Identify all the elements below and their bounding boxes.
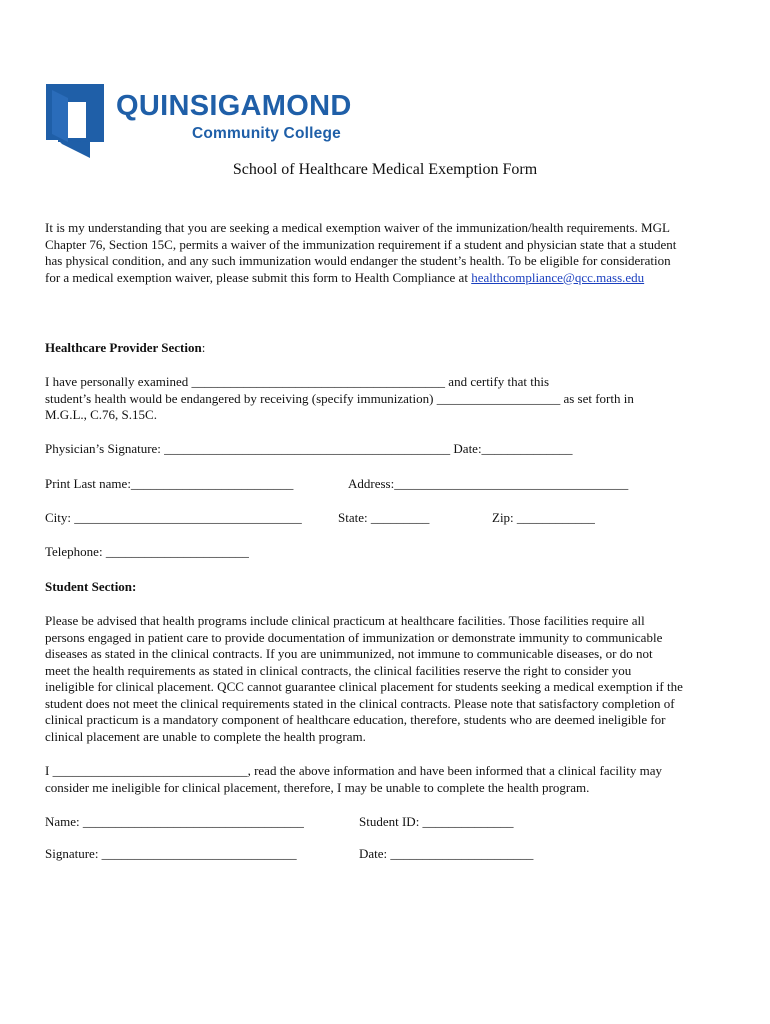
intro-line-4 xyxy=(45,270,644,287)
intro-line-4-text: for a medical exemption waiver, please submit this form to Health Compliance at xyxy=(45,269,472,285)
student-paragraph-line-3: diseases as stated in the clinical contracts. If you are unimmunized, not immune to communicable diseases, or do not xyxy=(45,646,653,661)
college-subtitle: Community College xyxy=(192,125,341,142)
page-title: School of Healthcare Medical Exemption Form xyxy=(232,161,538,178)
last-name-field[interactable]: Print Last name:_________________________ xyxy=(45,476,294,491)
examined-line-3: M.G.L., C.76, S.15C. xyxy=(45,407,157,422)
student-date-field[interactable]: Date: ______________________ xyxy=(359,846,534,861)
physician-signature-field[interactable]: Physician’s Signature: ____________________________________________ Date:______________ xyxy=(45,441,573,456)
student-paragraph-line-8: clinical placement are unable to complete the health program. xyxy=(45,728,366,744)
qcc-logo-icon xyxy=(46,80,106,160)
state-field[interactable]: State: _________ xyxy=(338,510,430,525)
student-paragraph-line-4: meet the health requirements as stated in clinical contracts, the clinical facilities reserve the right to consider you xyxy=(45,662,632,678)
email-link[interactable]: healthcompliance@qcc.mass.edu xyxy=(471,269,645,285)
student-section-heading: Student Section: xyxy=(45,579,137,594)
college-name: QUINSIGAMOND xyxy=(116,90,352,122)
examined-line-2[interactable]: student’s health would be endangered by receiving (specify immunization) ___________________ as set forth in xyxy=(45,390,634,406)
student-paragraph-line-1: Please be advised that health programs include clinical practicum at healthcare facilities. Those facilities require all xyxy=(45,613,645,628)
provider-heading-text: Healthcare Provider Section xyxy=(45,340,202,355)
provider-heading-colon: : xyxy=(201,340,206,355)
provider-section-heading xyxy=(45,340,205,357)
acknowledgement-line-1[interactable]: I ______________________________, read the above information and have been informed that a clinical facility may xyxy=(45,763,662,778)
intro-line-1: It is my understanding that you are seeking a medical exemption waiver of the immunization/health requirements. MGL xyxy=(45,220,670,235)
student-paragraph-line-6: student does not meet the clinical requirements stated in the clinical contracts. Please note that satisfactory completion of xyxy=(45,695,675,711)
intro-line-3: has physical condition, and any such immunization would endanger the student’s health. To be eligible for consideration xyxy=(45,253,671,268)
student-paragraph-line-7: clinical practicum is a mandatory component of healthcare education, therefore, students who are deemed ineligible for xyxy=(45,712,666,727)
student-id-field[interactable]: Student ID: ______________ xyxy=(359,814,514,829)
address-field[interactable]: Address:____________________________________ xyxy=(348,476,629,491)
student-name-field[interactable]: Name: __________________________________ xyxy=(45,814,304,829)
intro-line-2: Chapter 76, Section 15C, permits a waiver of the immunization requirement if a student and physician state that a student xyxy=(45,236,677,252)
zip-field[interactable]: Zip: ____________ xyxy=(492,510,595,525)
telephone-field[interactable]: Telephone: ______________________ xyxy=(45,544,249,559)
city-field[interactable]: City: ___________________________________ xyxy=(45,510,302,525)
acknowledgement-line-2: consider me ineligible for clinical placement, therefore, I may be unable to complete the health program. xyxy=(45,779,590,795)
college-logo xyxy=(46,80,376,160)
student-paragraph-line-2: persons engaged in patient care to provide documentation of immunization or demonstrate immunity to communicable xyxy=(45,629,663,645)
examined-line-1[interactable]: I have personally examined _______________________________________ and certify that this xyxy=(45,374,550,389)
student-paragraph-line-5: ineligible for clinical placement. QCC cannot guarantee clinical placement for students seeking a medical exemption if the xyxy=(45,679,683,694)
student-signature-field[interactable]: Signature: ______________________________ xyxy=(45,846,297,861)
